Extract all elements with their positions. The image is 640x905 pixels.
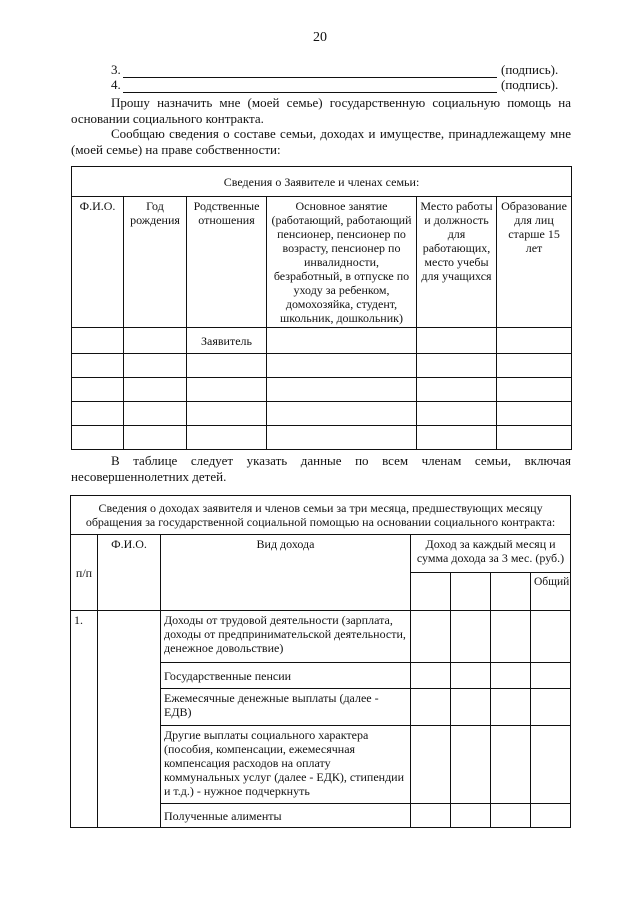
income-cell[interactable] bbox=[531, 663, 571, 689]
income-cell[interactable] bbox=[411, 663, 451, 689]
table-row bbox=[71, 611, 571, 663]
input-cell[interactable] bbox=[497, 378, 572, 402]
table-row bbox=[72, 328, 572, 354]
table-row bbox=[72, 378, 572, 402]
income-cell[interactable] bbox=[411, 804, 451, 828]
input-cell[interactable] bbox=[267, 402, 417, 426]
input-cell[interactable] bbox=[417, 402, 497, 426]
input-cell[interactable] bbox=[267, 378, 417, 402]
input-cell[interactable] bbox=[187, 426, 267, 450]
table-row bbox=[72, 354, 572, 378]
signature-line-4 bbox=[111, 77, 581, 93]
input-cell[interactable] bbox=[417, 426, 497, 450]
page-number: 20 bbox=[313, 30, 327, 45]
applicant-cell: Заявитель bbox=[187, 328, 267, 354]
family-table-caption: Сведения о Заявителе и членах семьи: bbox=[72, 167, 572, 197]
request-paragraph: Прошу назначить мне (моей семье) государственную социальную помощь на основании социального контракта. bbox=[71, 95, 571, 126]
input-cell[interactable] bbox=[124, 426, 187, 450]
input-cell[interactable] bbox=[124, 402, 187, 426]
input-cell[interactable] bbox=[187, 402, 267, 426]
month-3-header bbox=[491, 573, 531, 611]
input-cell[interactable] bbox=[124, 354, 187, 378]
input-cell[interactable] bbox=[72, 328, 124, 354]
header-occupation: Основное занятие (работающий, работающий пенсионер, пенсионер по возрасту, пенсионер по инвалидности, безработный, в отпуске по уходу за ребенком, домохозяйка, студент, школьник, дошкольник) bbox=[267, 197, 417, 328]
header-fio: Ф.И.О. bbox=[72, 197, 124, 328]
income-type-label: Ежемесячные денежные выплаты (далее - ЕДВ) bbox=[161, 689, 411, 726]
income-cell[interactable] bbox=[531, 726, 571, 804]
input-cell[interactable] bbox=[497, 426, 572, 450]
fio-input[interactable] bbox=[98, 611, 161, 828]
table-row bbox=[72, 426, 572, 450]
input-cell[interactable] bbox=[124, 328, 187, 354]
income-cell[interactable] bbox=[491, 689, 531, 726]
month-2-header bbox=[451, 573, 491, 611]
income-cell[interactable] bbox=[411, 611, 451, 663]
income-cell[interactable] bbox=[451, 726, 491, 804]
income-cell[interactable] bbox=[531, 611, 571, 663]
input-cell[interactable] bbox=[72, 426, 124, 450]
input-cell[interactable] bbox=[497, 402, 572, 426]
income-table bbox=[70, 495, 571, 828]
signature-line-number: 4. bbox=[111, 77, 121, 92]
input-cell[interactable] bbox=[187, 354, 267, 378]
header-fio: Ф.И.О. bbox=[98, 535, 161, 611]
income-cell[interactable] bbox=[531, 689, 571, 726]
month-1-header bbox=[411, 573, 451, 611]
income-cell[interactable] bbox=[491, 726, 531, 804]
table-row bbox=[72, 402, 572, 426]
header-workplace: Место работы и должность для работающих, место учебы для учащихся bbox=[417, 197, 497, 328]
header-row-number: п/п bbox=[71, 535, 98, 611]
input-cell[interactable] bbox=[497, 328, 572, 354]
income-type-label: Доходы от трудовой деятельности (зарплата, доходы от предпринимательской деятельности, денежное довольствие) bbox=[161, 611, 411, 663]
signature-line-number: 3. bbox=[111, 62, 121, 77]
input-cell[interactable] bbox=[267, 328, 417, 354]
income-cell[interactable] bbox=[491, 804, 531, 828]
input-cell[interactable] bbox=[497, 354, 572, 378]
family-table bbox=[71, 166, 572, 450]
input-cell[interactable] bbox=[417, 354, 497, 378]
signature-line-3 bbox=[111, 62, 581, 78]
input-cell[interactable] bbox=[72, 402, 124, 426]
income-cell[interactable] bbox=[491, 611, 531, 663]
input-cell[interactable] bbox=[124, 378, 187, 402]
income-cell[interactable] bbox=[411, 689, 451, 726]
note-paragraph: В таблице следует указать данные по всем членам семьи, включая несовершеннолетних детей. bbox=[71, 453, 571, 484]
income-type-label: Полученные алименты bbox=[161, 804, 411, 828]
report-paragraph: Сообщаю сведения о составе семьи, доходах и имуществе, принадлежащему мне (моей семье) на праве собственности: bbox=[71, 126, 571, 157]
header-income-type: Вид дохода bbox=[161, 535, 411, 611]
header-relation: Родственные отношения bbox=[187, 197, 267, 328]
input-cell[interactable] bbox=[417, 328, 497, 354]
income-cell[interactable] bbox=[451, 804, 491, 828]
income-cell[interactable] bbox=[491, 663, 531, 689]
input-cell[interactable] bbox=[267, 426, 417, 450]
income-cell[interactable] bbox=[411, 726, 451, 804]
income-type-label: Другие выплаты социального характера (пособия, компенсации, ежемесячная компенсация расходов на оплату коммунальных услуг (далее - ЕДК), стипендии и т.д.) - нужное подчеркнуть bbox=[161, 726, 411, 804]
signature-suffix: (подпись). bbox=[501, 77, 559, 92]
header-total: Общий bbox=[531, 573, 571, 611]
row-number-cell: 1. bbox=[71, 611, 98, 828]
income-cell[interactable] bbox=[451, 611, 491, 663]
input-cell[interactable] bbox=[72, 354, 124, 378]
input-cell[interactable] bbox=[417, 378, 497, 402]
signature-blank bbox=[123, 80, 497, 93]
input-cell[interactable] bbox=[267, 354, 417, 378]
income-cell[interactable] bbox=[451, 689, 491, 726]
income-cell[interactable] bbox=[451, 663, 491, 689]
input-cell[interactable] bbox=[72, 378, 124, 402]
signature-suffix: (подпись). bbox=[501, 62, 559, 77]
header-education: Образование для лиц старше 15 лет bbox=[497, 197, 572, 328]
header-monthly-income: Доход за каждый месяц и сумма дохода за 3 мес. (руб.) bbox=[411, 535, 571, 573]
income-type-label: Государственные пенсии bbox=[161, 663, 411, 689]
header-birth-year: Год рождения bbox=[124, 197, 187, 328]
income-cell[interactable] bbox=[531, 804, 571, 828]
income-table-caption: Сведения о доходах заявителя и членов семьи за три месяца, предшествующих месяцу обращения за государственной социальной помощью на основании социального контракта: bbox=[71, 496, 571, 535]
input-cell[interactable] bbox=[187, 378, 267, 402]
